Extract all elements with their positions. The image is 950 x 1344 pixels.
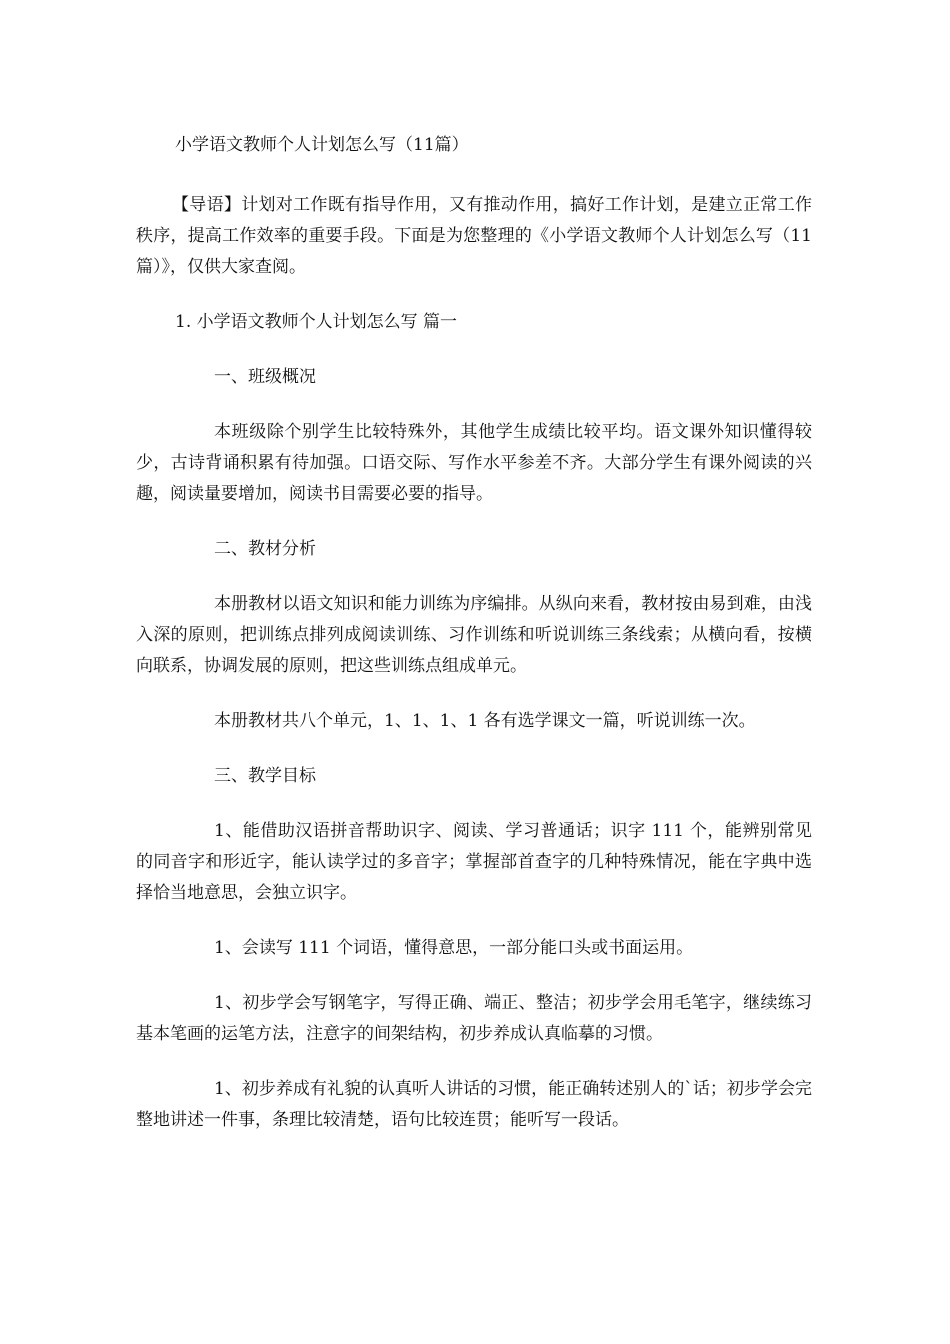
heading-class-overview: 一、班级概况 [214,367,316,387]
paragraph-textbook-units: 本册教材共八个单元，1、1、1、1 各有选学课文一篇，听说训练一次。 [214,711,756,731]
document-title: 小学语文教师个人计划怎么写（11篇） [175,135,469,155]
document-page [136,128,812,1160]
paragraph-textbook-analysis: 本册教材以语文知识和能力训练为序编排。从纵向来看，教材按由易到难，由浅入深的原则，把训练点排列成阅读训练、习作训练和听说训练三条线索；从横向看，按横向联系，协调发展的原则，把这些训练点组成单元。 [136,594,812,676]
heading-textbook-analysis: 二、教材分析 [214,539,316,559]
goal-item-handwriting: 1、初步学会写钢笔字，写得正确、端正、整洁；初步学会用毛笔字，继续练习基本笔画的运笔方法，注意字的间架结构，初步养成认真临摹的习惯。 [136,993,812,1044]
section-title: 1. 小学语文教师个人计划怎么写 篇一 [175,312,458,332]
goal-item-literacy: 1、能借助汉语拼音帮助识字、阅读、学习普通话；识字 111 个，能辨别常见的同音字和形近字，能认读学过的多音字；掌握部首查字的几种特殊情况，能在字典中选择恰当地意思，会独立识字。 [136,821,812,903]
goal-item-vocabulary: 1、会读写 111 个词语，懂得意思，一部分能口头或书面运用。 [214,938,694,958]
paragraph-class-overview: 本班级除个别学生比较特殊外，其他学生成绩比较平均。语文课外知识懂得较少，古诗背诵积累有待加强。口语交际、写作水平参差不齐。大部分学生有课外阅读的兴趣，阅读量要增加，阅读书目需要必要的指导。 [136,422,812,504]
intro-paragraph: 【导语】计划对工作既有指导作用，又有推动作用，搞好工作计划，是建立正常工作秩序，提高工作效率的重要手段。下面是为您整理的《小学语文教师个人计划怎么写（11篇）》，仅供大家查阅。 [136,195,812,277]
heading-teaching-goals: 三、教学目标 [214,766,316,786]
goal-item-listening: 1、初步养成有礼貌的认真听人讲话的习惯，能正确转述别人的`话；初步学会完整地讲述一件事，条理比较清楚，语句比较连贯；能听写一段话。 [136,1079,812,1130]
